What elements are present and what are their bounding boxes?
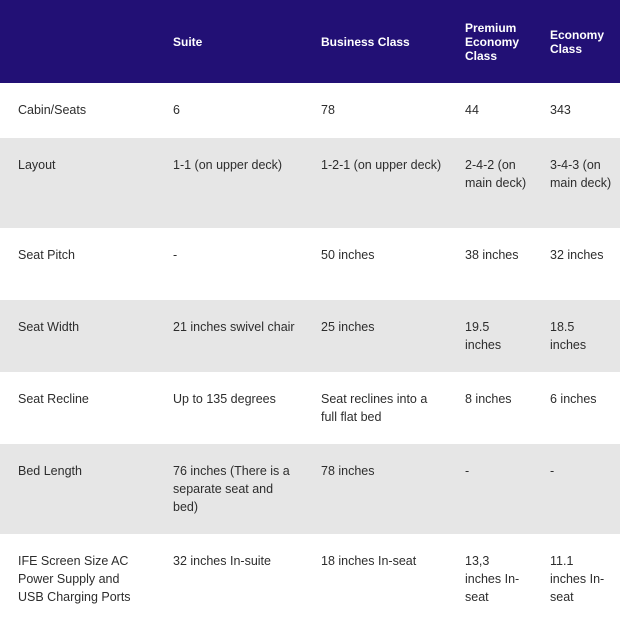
cell-economy: 6 inches [550, 392, 597, 406]
header-premium-economy-class: Premium Economy Class [465, 20, 520, 63]
row-label: Seat Pitch [18, 248, 75, 262]
cell-business: 50 inches [321, 248, 375, 262]
row-label: Cabin/Seats [18, 103, 87, 117]
row-label: Bed Length [18, 464, 82, 478]
row-label: IFE Screen Size AC Power Supply and USB Charging Ports [18, 554, 131, 604]
row-label: Seat Recline [18, 392, 89, 406]
cell-suite: 76 inches (There is a separate seat and bed) [173, 464, 290, 514]
cell-business: 78 inches [321, 464, 375, 478]
header-row [0, 0, 620, 83]
table-row [0, 300, 620, 372]
cell-premium-economy: 19.5 inches [465, 320, 502, 352]
cell-suite: 1-1 (on upper deck) [173, 158, 283, 172]
cell-premium-economy: 8 inches [465, 392, 512, 406]
cell-premium-economy: 44 [465, 103, 479, 117]
row-label: Layout [18, 158, 56, 172]
cell-suite: 21 inches swivel chair [173, 320, 295, 334]
header-business-class: Business Class [321, 34, 410, 49]
cell-premium-economy: 2-4-2 (on main deck) [465, 158, 527, 190]
table-row [0, 372, 620, 444]
cell-economy: - [550, 464, 555, 478]
cell-economy: 11.1 inches In-seat [550, 554, 605, 604]
table-row [0, 228, 620, 300]
cell-economy: 3-4-3 (on main deck) [550, 158, 612, 190]
cell-business: 18 inches In-seat [321, 554, 417, 568]
cell-business: 1-2-1 (on upper deck) [321, 158, 442, 172]
cell-economy: 343 [550, 103, 571, 117]
cell-suite: Up to 135 degrees [173, 392, 276, 406]
table-row [0, 534, 620, 621]
header-suite: Suite [173, 34, 203, 49]
cell-suite: 32 inches In-suite [173, 554, 271, 568]
table-row [0, 444, 620, 534]
table-body [0, 83, 620, 621]
cell-economy: 18.5 inches [550, 320, 587, 352]
cell-premium-economy: 38 inches [465, 248, 519, 262]
cell-economy: 32 inches [550, 248, 604, 262]
table-row [0, 138, 620, 228]
cell-premium-economy: 13,3 inches In-seat [465, 554, 520, 604]
header-empty [0, 0, 155, 83]
cell-business: Seat reclines into a full flat bed [321, 392, 428, 424]
table-row [0, 83, 620, 138]
row-label: Seat Width [18, 320, 80, 334]
cell-business: 78 [321, 103, 335, 117]
cell-business: 25 inches [321, 320, 375, 334]
cell-suite: - [173, 248, 178, 262]
header-economy-class: Economy Class [550, 27, 605, 56]
cell-suite: 6 [173, 103, 180, 117]
table-header [0, 0, 620, 83]
cell-premium-economy: - [465, 464, 470, 478]
